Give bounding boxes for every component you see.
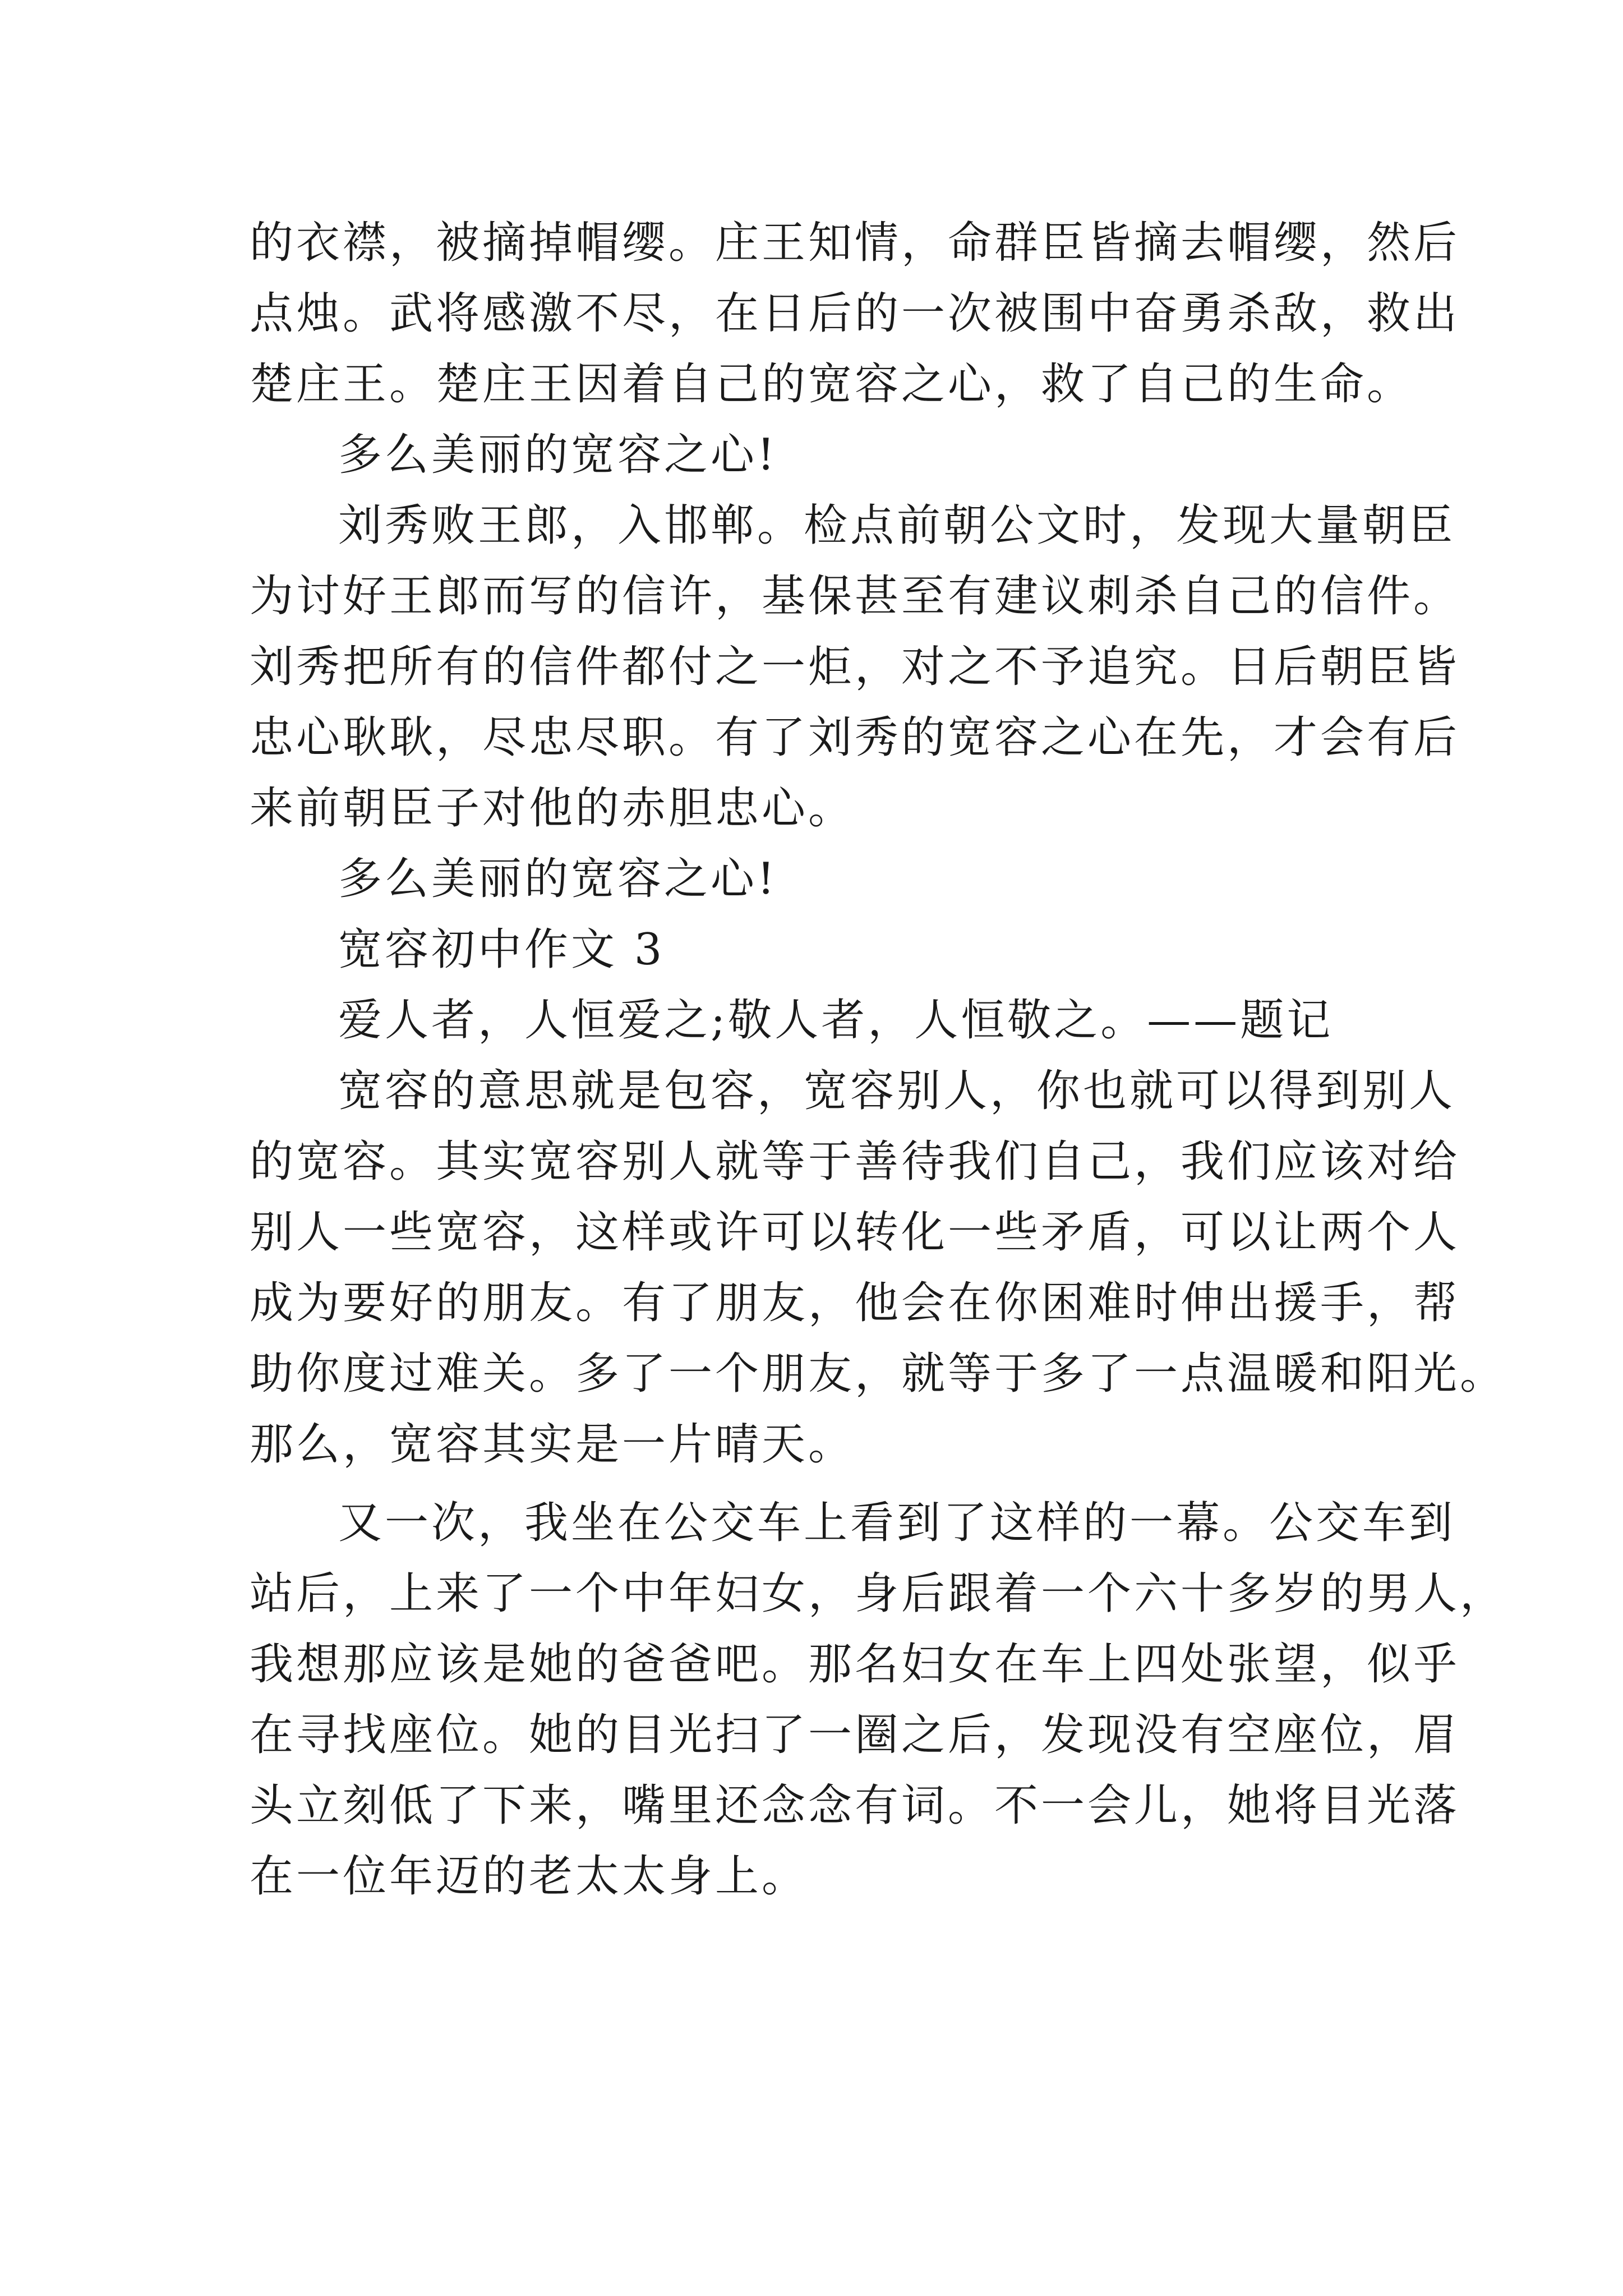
text-line: 点烛。武将感激不尽，在日后的一次被围中奋勇杀敌，救出 (250, 288, 1460, 339)
text-line: 忠心耿耿，尽忠尽职。有了刘秀的宽容之心在先，才会有后 (250, 712, 1460, 763)
text-line: 楚庄王。楚庄王因着自己的宽容之心，救了自己的生命。 (250, 359, 1414, 409)
text-line: 多么美丽的宽容之心! (338, 430, 778, 480)
text-line: 的衣襟，被摘掉帽缨。庄王知情，命群臣皆摘去帽缨，然后 (250, 218, 1460, 268)
text-line: 别人一些宽容，这样或许可以转化一些矛盾，可以让两个人 (250, 1207, 1460, 1258)
text-line: 来前朝臣子对他的赤胆忠心。 (250, 783, 855, 834)
text-line: 助你度过难关。多了一个朋友，就等于多了一点温暖和阳光。 (250, 1349, 1507, 1399)
text-line: 的宽容。其实宽容别人就等于善待我们自己，我们应该对给 (250, 1137, 1460, 1187)
text-line: 刘秀败王郎，入邯郸。检点前朝公文时，发现大量朝臣 (338, 500, 1456, 551)
text-line: 宽容的意思就是包容，宽容别人，你也就可以得到别人 (338, 1066, 1456, 1116)
text-line: 在一位年迈的老太太身上。 (250, 1851, 809, 1902)
text-line: 站后，上来了一个中年妇女，身后跟着一个六十多岁的男人， (250, 1568, 1507, 1619)
epigraph: 爱人者，人恒爱之;敬人者，人恒敬之。——题记 (338, 995, 1334, 1046)
text-line: 在寻找座位。她的目光扫了一圈之后，发现没有空座位，眉 (250, 1710, 1460, 1760)
text-line: 成为要好的朋友。有了朋友，他会在你困难时伸出援手，帮 (250, 1278, 1460, 1328)
text-line: 为讨好王郎而写的信许，基保甚至有建议刺杀自己的信件。 (250, 571, 1460, 622)
text-line: 刘秀把所有的信件都付之一炬，对之不予追究。日后朝臣皆 (250, 642, 1460, 692)
text-line: 我想那应该是她的爸爸吧。那名妇女在车上四处张望，似乎 (250, 1639, 1460, 1690)
text-line: 头立刻低了下来，嘴里还念念有词。不一会儿，她将目光落 (250, 1780, 1460, 1831)
essay-body (250, 208, 1507, 1912)
text-line: 又一次，我坐在公交车上看到了这样的一幕。公交车到 (338, 1498, 1456, 1548)
text-line: 那么，宽容其实是一片晴天。 (250, 1419, 855, 1470)
text-line: 多么美丽的宽容之心! (338, 854, 778, 904)
section-heading: 宽容初中作文 3 (338, 924, 665, 975)
